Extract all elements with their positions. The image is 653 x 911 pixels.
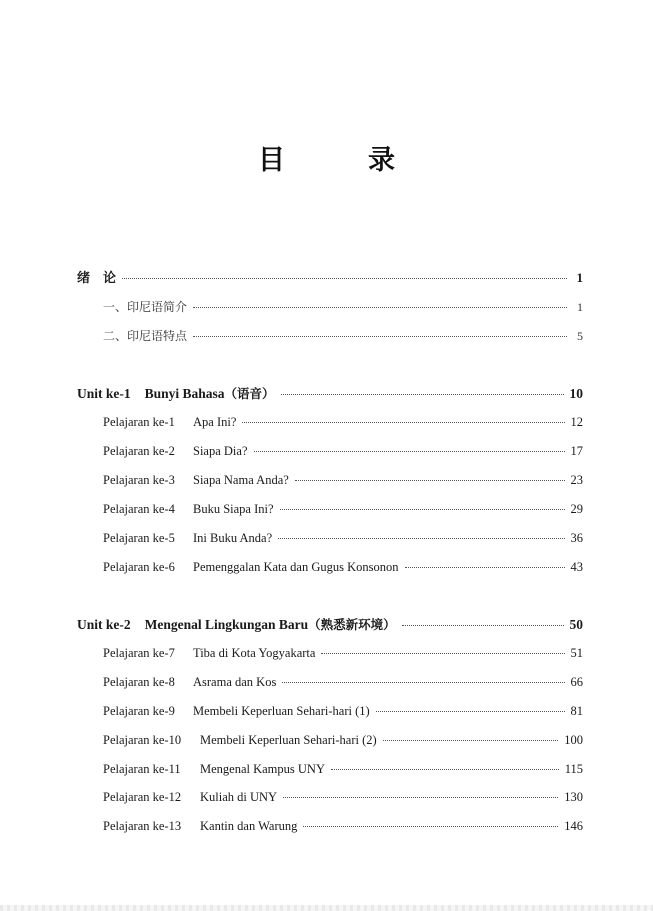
entry-page: 50	[569, 617, 583, 632]
leader-dots	[193, 334, 567, 337]
toc-entry-lesson-11[interactable]	[103, 761, 583, 777]
lesson-label: Pelajaran ke-7	[103, 646, 175, 660]
leader-dots	[283, 795, 558, 798]
entry-page: 115	[564, 762, 583, 776]
unit-title-cn: （熟悉新环境）	[308, 617, 396, 632]
entry-label: 二、印尼语特点	[103, 329, 188, 343]
page-bottom-edge	[0, 905, 653, 911]
leader-dots	[254, 449, 565, 452]
entry-page: 146	[564, 819, 583, 833]
entry-page: 17	[570, 444, 583, 458]
leader-dots	[295, 478, 565, 481]
entry-label: 绪 论	[77, 270, 117, 285]
toc-entry-lesson-2[interactable]	[103, 443, 583, 459]
leader-dots	[303, 824, 558, 827]
entry-label: 一、印尼语简介	[103, 300, 188, 314]
lesson-label: Pelajaran ke-9	[103, 704, 175, 718]
lesson-title: Pemenggalan Kata dan Gugus Konsonon	[193, 560, 399, 574]
toc-entry-intro[interactable]	[77, 270, 583, 286]
entry-page: 130	[564, 790, 583, 804]
lesson-title: Siapa Nama Anda?	[193, 473, 289, 487]
lesson-label: Pelajaran ke-13	[103, 819, 182, 833]
leader-dots	[331, 767, 559, 770]
lesson-title: Tiba di Kota Yogyakarta	[193, 646, 316, 660]
leader-dots	[321, 651, 564, 654]
entry-page: 81	[570, 704, 583, 718]
toc-entry-lesson-13[interactable]	[103, 818, 583, 834]
leader-dots	[405, 565, 565, 568]
toc-entry-intro-2[interactable]	[103, 328, 583, 344]
entry-page: 100	[564, 733, 583, 747]
toc-entry-lesson-7[interactable]	[103, 645, 583, 661]
entry-page: 51	[570, 646, 583, 660]
lesson-label: Pelajaran ke-10	[103, 733, 182, 747]
unit-label: Unit ke-2	[77, 617, 131, 632]
entry-page: 43	[570, 560, 583, 574]
toc-entry-lesson-3[interactable]	[103, 472, 583, 488]
leader-dots	[122, 276, 567, 279]
lesson-label: Pelajaran ke-5	[103, 531, 175, 545]
unit-title: Mengenal Lingkungan Baru	[144, 617, 309, 632]
entry-page: 10	[569, 386, 583, 401]
lesson-label: Pelajaran ke-8	[103, 675, 175, 689]
leader-dots	[383, 738, 559, 741]
toc-entry-lesson-1[interactable]	[103, 414, 583, 430]
lesson-title: Ini Buku Anda?	[193, 531, 273, 545]
lesson-title: Membeli Keperluan Sehari-hari (2)	[200, 733, 377, 747]
lesson-label: Pelajaran ke-11	[103, 762, 181, 776]
page-title: 目 录	[258, 145, 423, 176]
entry-page: 29	[570, 502, 583, 516]
lesson-title: Apa Ini?	[193, 415, 237, 429]
toc-entry-intro-1[interactable]	[103, 299, 583, 315]
lesson-title: Mengenal Kampus UNY	[200, 762, 325, 776]
lesson-title: Siapa Dia?	[193, 444, 248, 458]
entry-page: 1	[576, 270, 583, 285]
toc-entry-lesson-12[interactable]	[103, 789, 583, 805]
toc-entry-lesson-10[interactable]	[103, 732, 583, 748]
entry-page: 66	[570, 675, 583, 689]
leader-dots	[242, 420, 564, 423]
leader-dots	[281, 392, 564, 395]
unit-title-cn: （语音）	[224, 386, 275, 401]
unit-label: Unit ke-1	[77, 386, 131, 401]
lesson-title: Asrama dan Kos	[193, 675, 277, 689]
lesson-title: Membeli Keperluan Sehari-hari (1)	[193, 704, 370, 718]
entry-page: 5	[577, 329, 583, 343]
lesson-label: Pelajaran ke-12	[103, 790, 182, 804]
unit-title: Bunyi Bahasa	[144, 386, 225, 401]
lesson-title: Kantin dan Warung	[200, 819, 298, 833]
leader-dots	[282, 680, 564, 683]
lesson-title: Kuliah di UNY	[200, 790, 278, 804]
leader-dots	[193, 305, 567, 308]
lesson-title: Buku Siapa Ini?	[193, 502, 274, 516]
toc-entry-unit-2[interactable]	[77, 617, 583, 633]
lesson-label: Pelajaran ke-1	[103, 415, 175, 429]
leader-dots	[402, 623, 564, 626]
leader-dots	[280, 507, 565, 510]
lesson-label: Pelajaran ke-3	[103, 473, 175, 487]
toc-entry-lesson-8[interactable]	[103, 674, 583, 690]
toc-entry-lesson-5[interactable]	[103, 530, 583, 546]
leader-dots	[376, 709, 565, 712]
toc-entry-lesson-4[interactable]	[103, 501, 583, 517]
lesson-label: Pelajaran ke-2	[103, 444, 175, 458]
lesson-label: Pelajaran ke-6	[103, 560, 175, 574]
toc-entry-lesson-9[interactable]	[103, 703, 583, 719]
entry-page: 12	[570, 415, 583, 429]
entry-page: 36	[570, 531, 583, 545]
entry-page: 1	[577, 300, 583, 314]
toc-entry-unit-1[interactable]	[77, 386, 583, 402]
leader-dots	[278, 536, 564, 539]
entry-page: 23	[570, 473, 583, 487]
lesson-label: Pelajaran ke-4	[103, 502, 175, 516]
toc-entry-lesson-6[interactable]	[103, 559, 583, 575]
